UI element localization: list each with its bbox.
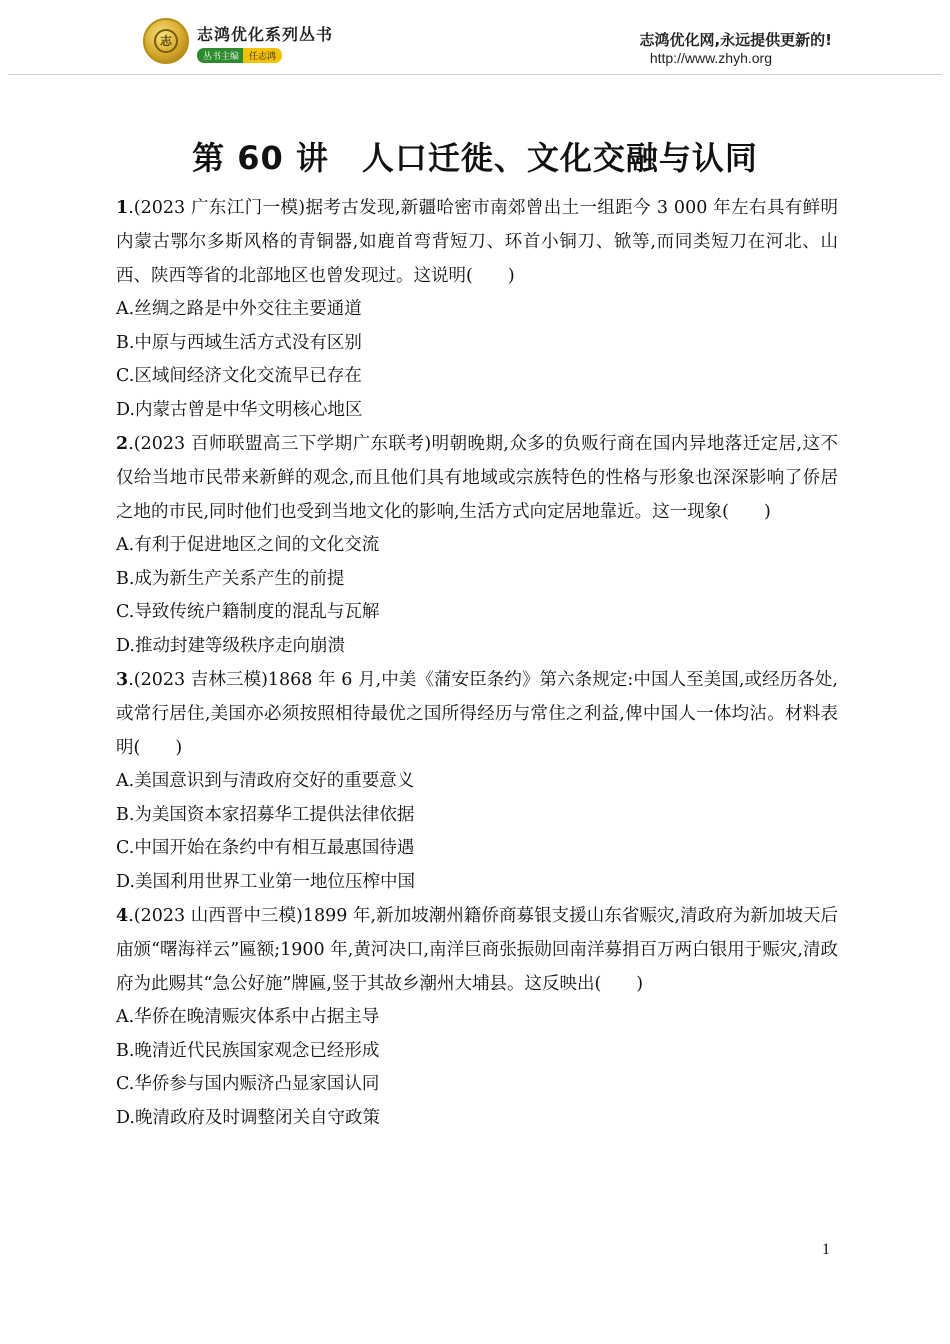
option-b: B.中原与西域生活方式没有区别	[116, 332, 362, 353]
question-text: .(2023 广东江门一模)据考古发现,新疆哈密市南郊曾出土一组距今 3 000 年左右具有鲜明内蒙古鄂尔多斯风格的青铜器,如鹿首弯背短刀、环首小铜刀、锨等,而同类短刀在河北、山西、陕西等省的北部地区也曾发现过。这说明( )	[116, 198, 838, 286]
question-4	[116, 899, 838, 1135]
series-role: 丛书主编	[197, 48, 245, 63]
question-stem	[116, 899, 838, 1001]
question-number: 1	[116, 198, 129, 218]
page-header	[0, 0, 950, 100]
option-c: C.导致传统户籍制度的混乱与瓦解	[116, 602, 380, 622]
question-number: 2	[116, 434, 129, 454]
option-a: A.美国意识到与清政府交好的重要意义	[116, 771, 415, 791]
question-list	[116, 191, 838, 1135]
page-title: 第 60 讲 人口迁徙、文化交融与认同	[192, 139, 758, 177]
option-d: D.推动封建等级秩序走向崩溃	[116, 635, 345, 656]
option-a: A.丝绸之路是中外交往主要通道	[116, 299, 362, 319]
option-d: D.美国利用世界工业第一地位压榨中国	[116, 871, 415, 892]
option-c: C.区域间经济文化交流早已存在	[116, 366, 362, 386]
option-d: D.晚清政府及时调整闭关自守政策	[116, 1107, 380, 1128]
option-a: A.有利于促进地区之间的文化交流	[116, 535, 380, 555]
question-stem	[116, 427, 838, 529]
page-number: 1	[822, 1241, 830, 1258]
logo-mark: 志	[154, 29, 178, 53]
question-text: .(2023 山西晋中三模)1899 年,新加坡潮州籍侨商募银支援山东省赈灾,清政府为新加坡天后庙颁“曙海祥云”匾额;1900 年,黄河决口,南洋巨商张振勋回南洋募捐百万两白银用于赈灾,清政府为此赐其“急公好施”牌匾,竖于其故乡潮州大埔县。这反映出( )	[116, 906, 838, 994]
question-text: .(2023 吉林三模)1868 年 6 月,中美《蒲安臣条约》第六条规定:中国人至美国,或经历各处,或常行居住,美国亦必须按照相待最优之国所得经历与常住之利益,俾中国人一体均沾。材料表明( )	[116, 670, 838, 758]
option-c: C.中国开始在条约中有相互最惠国待遇	[116, 838, 415, 858]
logo-seal-icon	[143, 18, 189, 64]
question-1	[116, 191, 838, 427]
option-b: B.为美国资本家招募华工提供法律依据	[116, 804, 415, 825]
question-text: .(2023 百师联盟高三下学期广东联考)明朝晚期,众多的负贩行商在国内异地落迁定居,这不仅给当地市民带来新鲜的观念,而且他们具有地域或宗族特色的性格与形象也深深影响了侨居之地的市民,同时他们也受到当地文化的影响,生活方式向定居地靠近。这一现象( )	[116, 434, 838, 522]
site-slogan: 志鸿优化网,永远提供更新的!	[639, 31, 832, 49]
option-a: A.华侨在晚清赈灾体系中占据主导	[116, 1007, 380, 1027]
question-3	[116, 663, 838, 899]
site-url[interactable]: http://www.zhyh.org	[649, 50, 772, 66]
series-title: 志鸿优化系列丛书	[197, 25, 334, 44]
question-number: 4	[116, 906, 129, 926]
option-d: D.内蒙古曾是中华文明核心地区	[116, 399, 363, 420]
question-stem	[116, 663, 838, 765]
option-c: C.华侨参与国内赈济凸显家国认同	[116, 1074, 380, 1094]
question-number: 3	[116, 670, 129, 690]
option-b: B.成为新生产关系产生的前提	[116, 568, 345, 589]
question-stem	[116, 191, 838, 293]
series-editor: 任志鸿	[243, 48, 282, 63]
question-2	[116, 427, 838, 663]
series-editor-tag	[197, 48, 282, 63]
option-b: B.晚清近代民族国家观念已经形成	[116, 1040, 380, 1061]
header-divider	[8, 74, 942, 75]
